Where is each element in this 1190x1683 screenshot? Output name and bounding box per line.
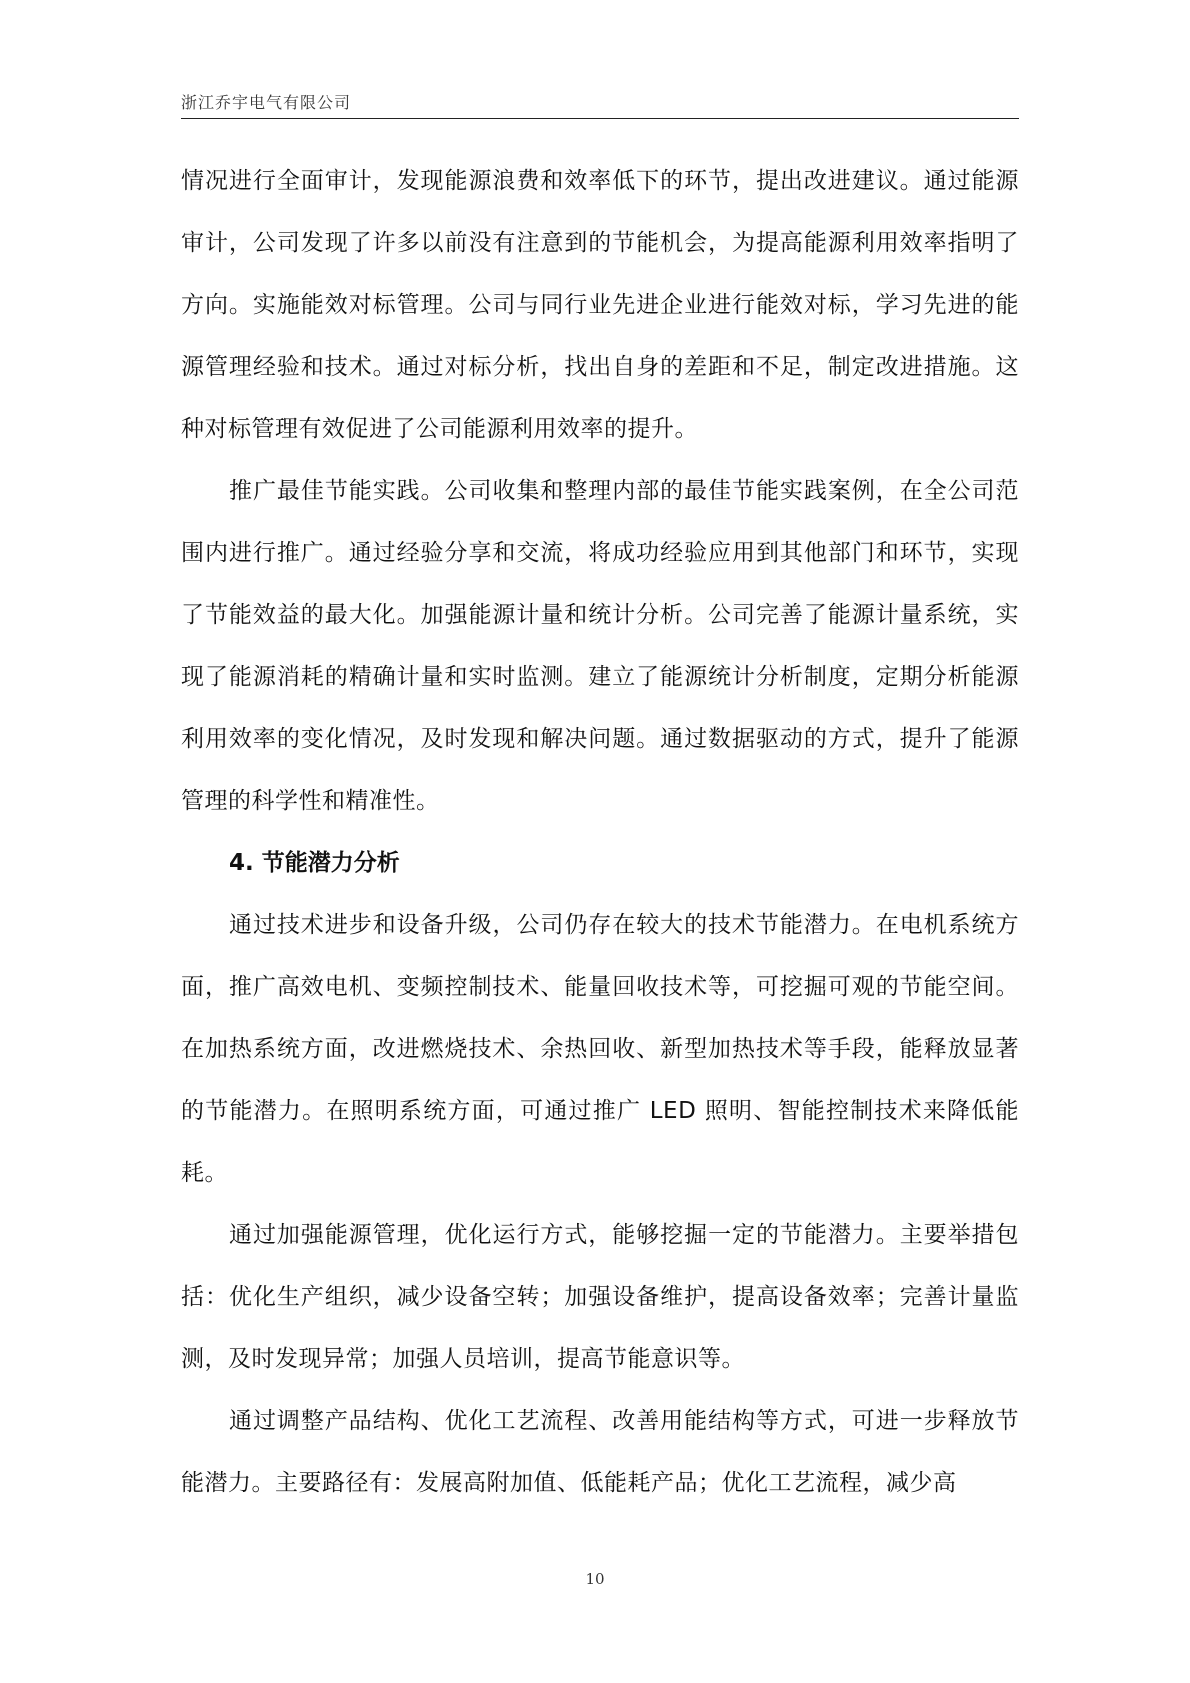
paragraph-structural-potential: 通过调整产品结构、优化工艺流程、改善用能结构等方式，可进一步释放节能潜力。主要路径有：发展高附加值、低能耗产品；优化工艺流程，减少高 [181,1408,1019,1496]
page-body [181,150,1019,1514]
page-header [181,90,1019,119]
paragraph-energy-audit: 情况进行全面审计，发现能源浪费和效率低下的环节，提出改进建议。通过能源审计，公司发现了许多以前没有注意到的节能机会，为提高能源利用效率指明了方向。实施能效对标管理。公司与同行业先进企业进行能效对标，学习先进的能源管理经验和技术。通过对标分析，找出自身的差距和不足，制定改进措施。这种对标管理有效促进了公司能源利用效率的提升。 [181,168,1019,442]
company-name: 浙江乔宇电气有限公司 [181,93,352,112]
section-heading: 4. 节能潜力分析 [229,850,400,876]
page-number: 10 [585,1570,605,1588]
paragraph-best-practices: 推广最佳节能实践。公司收集和整理内部的最佳节能实践案例，在全公司范围内进行推广。通过经验分享和交流，将成功经验应用到其他部门和环节，实现了节能效益的最大化。加强能源计量和统计分析。公司完善了能源计量系统，实现了能源消耗的精确计量和实时监测。建立了能源统计分析制度，定期分析能源利用效率的变化情况，及时发现和解决问题。通过数据驱动的方式，提升了能源管理的科学性和精准性。 [181,478,1019,814]
paragraph-management-potential: 通过加强能源管理，优化运行方式，能够挖掘一定的节能潜力。主要举措包括：优化生产组织，减少设备空转；加强设备维护，提高设备效率；完善计量监测，及时发现异常；加强人员培训，提高节能意识等。 [181,1222,1019,1372]
paragraph-technical-potential: 通过技术进步和设备升级，公司仍存在较大的技术节能潜力。在电机系统方面，推广高效电机、变频控制技术、能量回收技术等，可挖掘可观的节能空间。在加热系统方面，改进燃烧技术、余热回收、新型加热技术等手段，能释放显著的节能潜力。在照明系统方面，可通过推广 LED 照明、智能控制技术来降低能耗。 [181,912,1019,1186]
